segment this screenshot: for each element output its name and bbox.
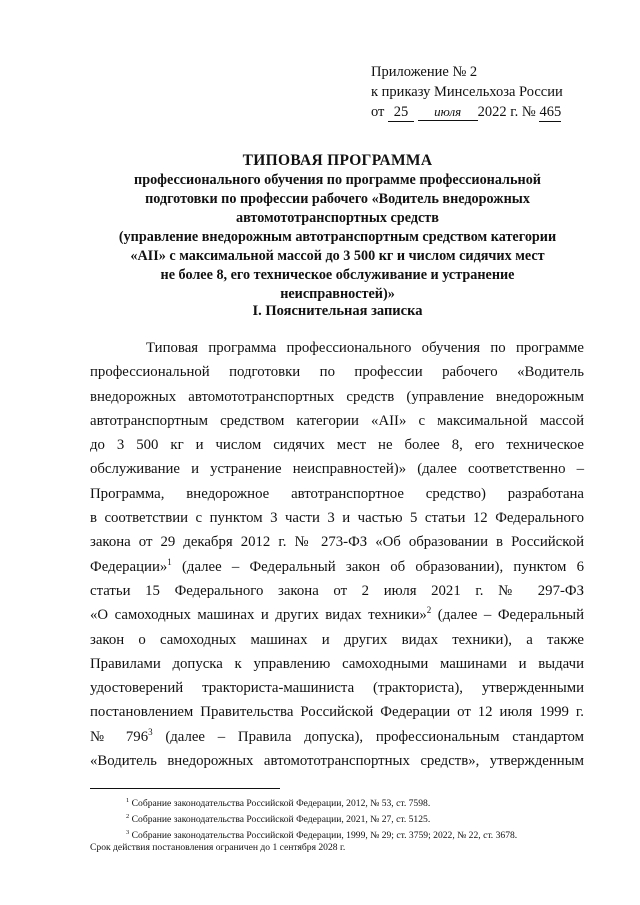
title-line: неисправностей)» xyxy=(280,286,395,302)
title-main: ТИПОВАЯ ПРОГРАММА xyxy=(242,152,433,169)
title-line: подготовки по профессии рабочего «Водитель внедорожных xyxy=(145,191,530,207)
validity-note: Срок действия постановления ограничен до 1 сентября 2028 г. xyxy=(90,842,346,854)
paragraph-line: в соответствии с пунктом 3 части 3 и частью 5 статьи 12 Федерального xyxy=(90,510,584,527)
paragraph-line: Типовая программа профессионального обучения по программе xyxy=(146,340,584,356)
footnote-3: $^3$ Собрание законодательства Российской Федерации, 1999, № 29; ст. 3759; 2022, № 22, ст. 3678. xyxy=(126,828,518,841)
paragraph-line: Федерации»$^1$ (далее – Федеральный закон об образовании), пунктом 6 xyxy=(90,556,584,575)
paragraph-line: закон о самоходных машинах и других видах техники), а также xyxy=(90,631,584,648)
paragraph-line: удостоверений тракториста-машиниста (тракториста), утвержденными xyxy=(90,680,584,697)
paragraph-line: профессиональной подготовки по профессии рабочего «Водитель xyxy=(90,364,584,381)
paragraph-line: внедорожных автомототранспортных средств (управление внедорожным xyxy=(90,388,584,405)
paragraph-line: автотранспортным средством категории «AII» с максимальной массой xyxy=(90,412,584,429)
paragraph-line: «Водитель внедорожных автомототранспортных средств», утвержденным xyxy=(90,753,584,770)
footnotes xyxy=(90,795,590,855)
paragraph-line: «О самоходных машинах и других видах техники»$^2$ (далее – Федеральный xyxy=(90,605,584,624)
explanatory-note-paragraph xyxy=(90,336,584,773)
paragraph-line: обслуживание и устранение неисправностей)» (далее соответственно – xyxy=(90,461,584,478)
paragraph-line: Программа, внедорожное автотранспортное средство) разработана xyxy=(90,485,584,502)
paragraph-line: статьи 15 Федерального закона от 2 июля 2021 г. № 297-ФЗ xyxy=(90,582,584,599)
paragraph-line: № $796^3$ (далее – Правила допуска), профессиональным стандартом xyxy=(90,726,584,745)
appendix-order-line xyxy=(371,102,563,122)
footnote-1: $^1$ Собрание законодательства Российской Федерации, 2012, № 53, ст. 7598. xyxy=(126,797,431,810)
appendix-header xyxy=(371,62,563,122)
footnote-ref-2: 2 xyxy=(426,605,432,616)
paragraph-line: закона от 29 декабря 2012 г. № 273-ФЗ «Об образовании в Российской xyxy=(90,534,584,551)
document-title xyxy=(90,151,585,304)
footnote-ref-1: 1 xyxy=(167,556,172,567)
paragraph-line: до 3 500 кг и числом сидячих мест не более 8, его техническое xyxy=(90,437,584,454)
footnote-divider xyxy=(90,788,280,789)
appendix-line-1: Приложение № 2 xyxy=(371,64,478,80)
date-prefix: от xyxy=(371,104,385,120)
paragraph-line: постановлением Правительства Российской Федерации от 12 июля 1999 г. xyxy=(90,704,584,721)
footnote-ref-3: 3 xyxy=(148,726,153,737)
title-line: не более 8, его техническое обслуживание и устранение xyxy=(160,267,515,283)
order-number: 465 xyxy=(539,104,562,120)
title-line: профессионального обучения по программе профессиональной xyxy=(134,172,541,188)
order-year: 2022 г. № xyxy=(477,104,536,120)
order-day: 25 xyxy=(388,104,414,122)
section-heading: I. Пояснительная записка xyxy=(252,303,423,319)
title-line: автомототранспортных средств xyxy=(236,210,439,226)
paragraph-line: Правилами допуска к управлению самоходными машинами и выдачи xyxy=(90,655,584,672)
title-line: «AII» с максимальной массой до 3 500 кг и числом сидячих мест xyxy=(130,248,545,264)
order-month: июля xyxy=(418,103,478,121)
footnote-2: $^2$ Собрание законодательства Российской Федерации, 2021, № 27, ст. 5125. xyxy=(126,812,431,825)
appendix-line-2: к приказу Минсельхоза России xyxy=(371,84,563,100)
title-line: (управление внедорожным автотранспортным средством категории xyxy=(118,229,557,245)
